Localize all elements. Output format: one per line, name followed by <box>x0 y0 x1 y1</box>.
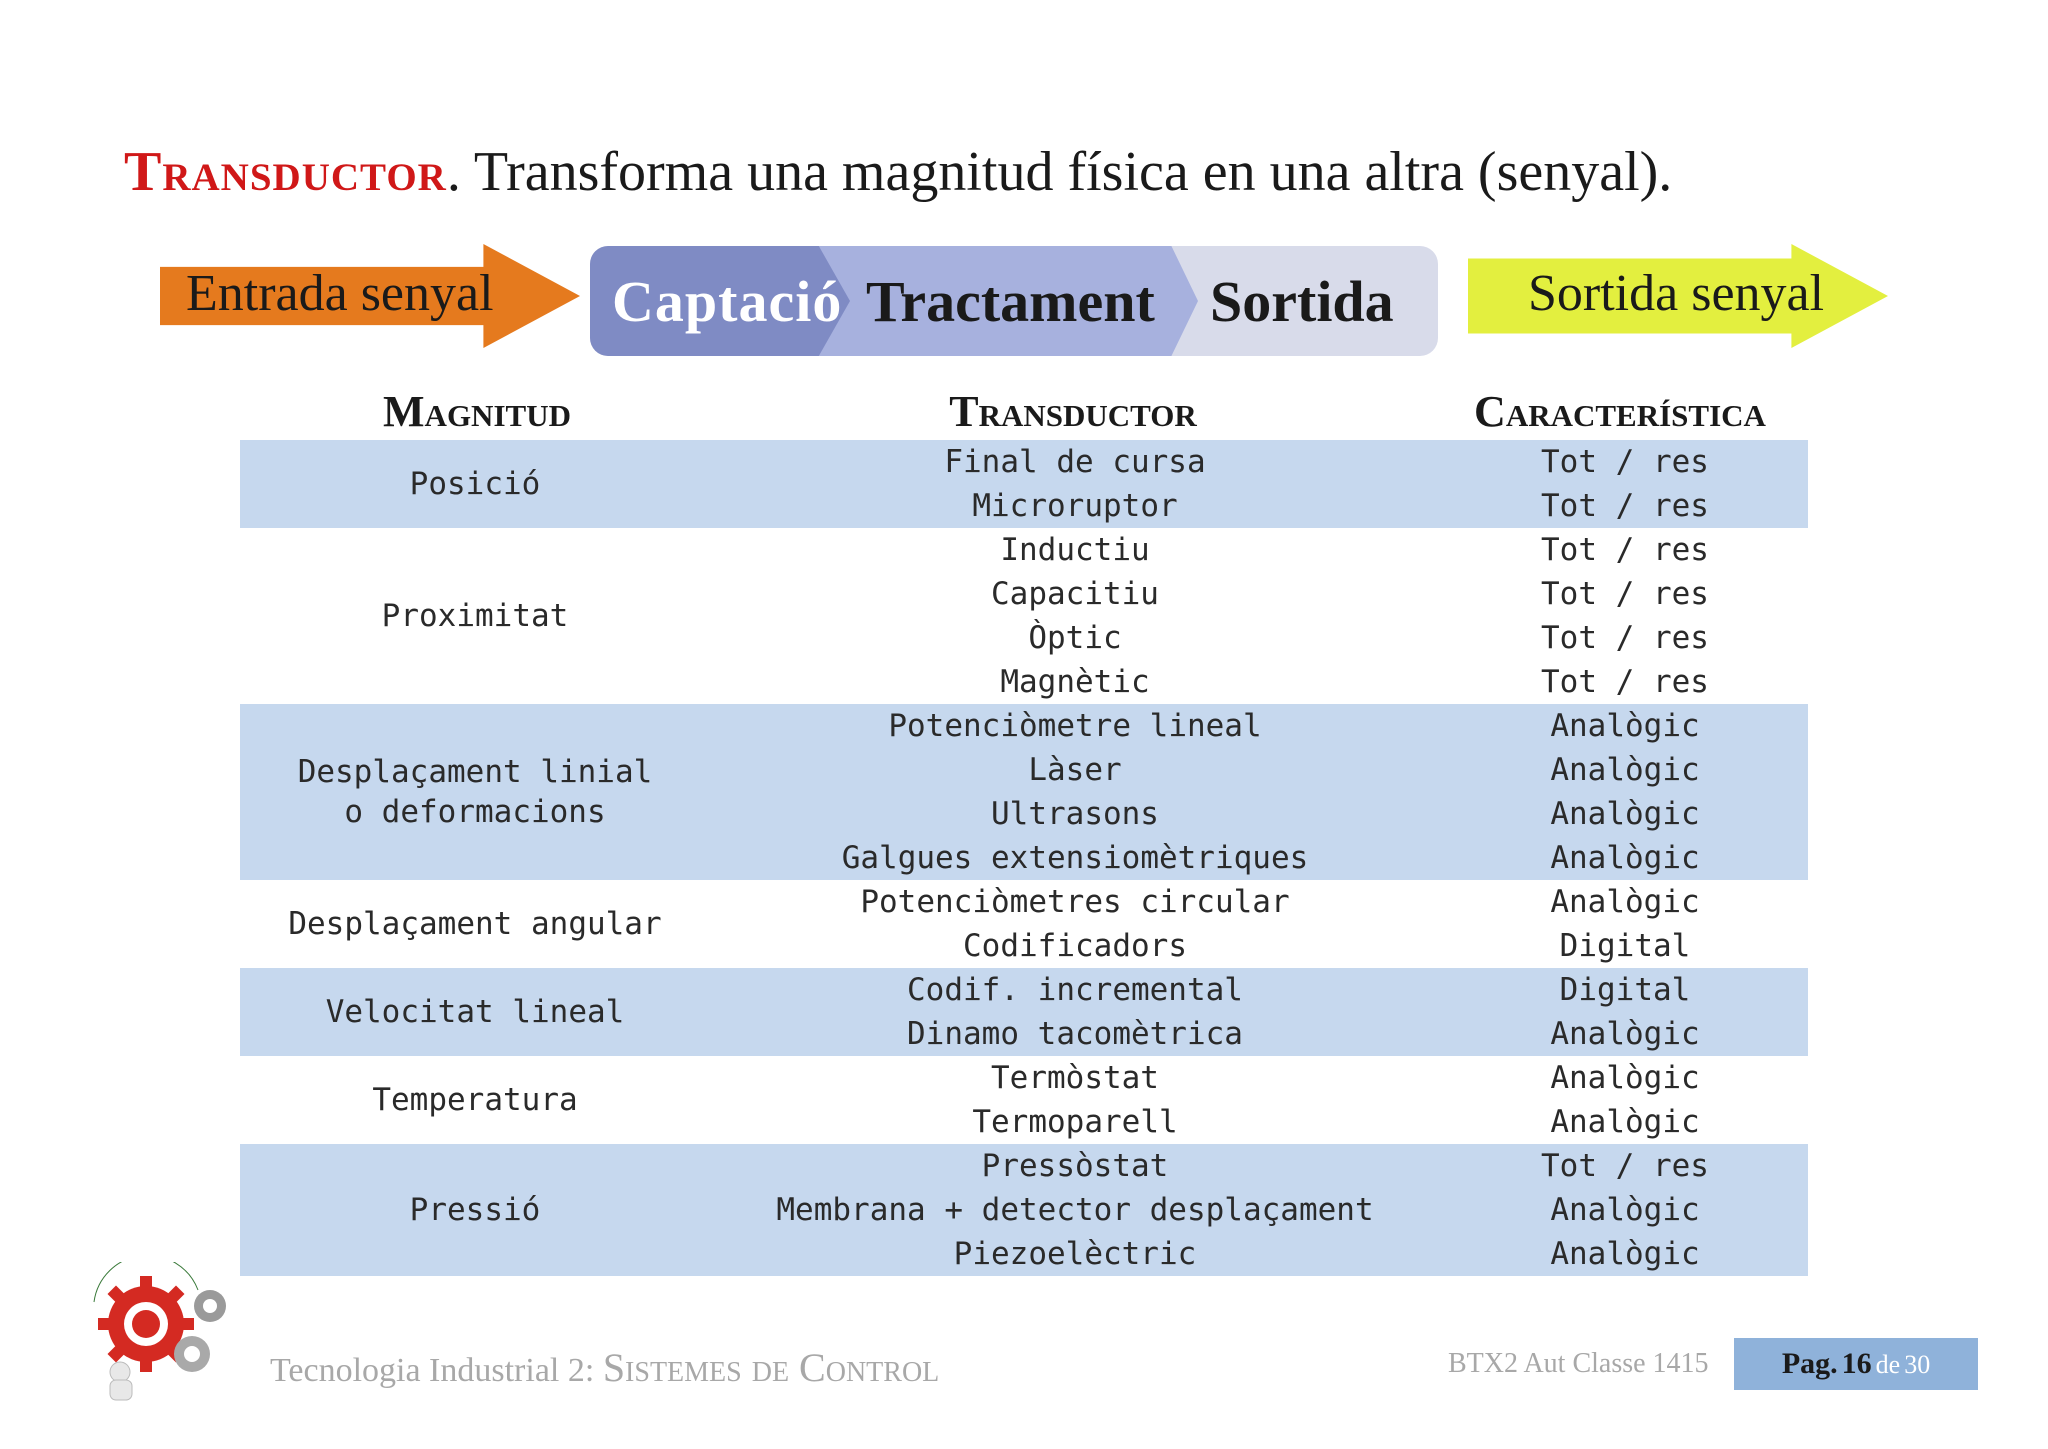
caracteristica-cell: Tot / res <box>1541 620 1709 656</box>
course-footer <box>270 1344 939 1391</box>
magnitude-label: Desplaçament angular <box>288 906 662 942</box>
table-group <box>240 528 1808 704</box>
input-label: Entrada senyal <box>186 265 494 322</box>
magnitude-label: Pressió <box>409 1192 541 1228</box>
transductor-cell: Inductiu <box>1000 532 1150 568</box>
table-group <box>240 968 1808 1056</box>
transductor-cell: Òptic <box>1028 620 1122 656</box>
transductor-cell: Làser <box>1028 752 1122 788</box>
caracteristica-cell: Analògic <box>1550 1060 1700 1096</box>
input-arrow <box>160 244 580 348</box>
magnitude-label: Posició <box>409 466 541 502</box>
transductor-cell: Microruptor <box>972 488 1178 524</box>
table-group <box>240 440 1808 528</box>
caracteristica-cell: Digital <box>1559 972 1691 1008</box>
transductor-cell: Dinamo tacomètrica <box>907 1016 1243 1052</box>
caracteristica-cell: Analògic <box>1550 884 1700 920</box>
caracteristica-cell: Analògic <box>1550 1236 1700 1272</box>
title-text: . Transforma una magnitud física en una altra (senyal). <box>446 141 1673 203</box>
header-magnitud: Magnitud <box>383 387 571 436</box>
table-group <box>240 880 1808 968</box>
title-keyword: Transductor <box>124 141 447 203</box>
caracteristica-cell: Tot / res <box>1541 532 1709 568</box>
table-row <box>240 440 1808 484</box>
transductor-cell: Magnètic <box>1000 664 1150 700</box>
caracteristica-cell: Tot / res <box>1541 664 1709 700</box>
page-of: de <box>1875 1350 1901 1379</box>
course-name: Tecnologia Industrial 2: <box>270 1352 603 1389</box>
transductor-cell: Final de cursa <box>944 444 1206 480</box>
table-group <box>240 1144 1808 1276</box>
output-arrow <box>1468 244 1888 348</box>
magnitude-label: o deformacions <box>344 794 606 830</box>
caracteristica-cell: Analògic <box>1550 708 1700 744</box>
table-row <box>240 924 1808 968</box>
stage-label-1: Captació <box>612 269 843 334</box>
transductor-cell: Codificadors <box>963 928 1187 964</box>
transductor-cell: Termòstat <box>991 1060 1159 1096</box>
transductor-cell: Galgues extensiomètriques <box>841 840 1309 876</box>
caracteristica-cell: Analògic <box>1550 752 1700 788</box>
transductor-cell: Ultrasons <box>991 796 1159 832</box>
caracteristica-cell: Tot / res <box>1541 488 1709 524</box>
page-indicator <box>1734 1338 1978 1390</box>
table-row <box>240 1012 1808 1056</box>
magnitude-label: Temperatura <box>372 1082 578 1118</box>
caracteristica-cell: Analògic <box>1550 796 1700 832</box>
table-row <box>240 1056 1808 1100</box>
magnitude-label: Velocitat lineal <box>325 994 625 1030</box>
magnitude-label: Desplaçament linial <box>297 754 653 790</box>
table-row <box>240 484 1808 528</box>
caracteristica-cell: Analògic <box>1550 1016 1700 1052</box>
stage-label-2: Tractament <box>866 269 1155 334</box>
transductor-cell: Codif. incremental <box>907 972 1243 1008</box>
caracteristica-cell: Analògic <box>1550 840 1700 876</box>
table-row <box>240 968 1808 1012</box>
table-group <box>240 704 1808 880</box>
header-transductor: Transductor <box>949 387 1197 436</box>
table-row <box>240 1188 1808 1232</box>
transductor-cell: Piezoelèctric <box>953 1236 1197 1272</box>
table-row <box>240 616 1808 660</box>
class-label: BTX2 Aut Classe 1415 <box>1448 1348 1709 1379</box>
header-caracteristica: Característica <box>1474 387 1766 436</box>
page-label: Pag. <box>1781 1347 1838 1380</box>
table-row <box>240 792 1808 836</box>
transductor-cell: Potenciòmetres circular <box>860 884 1290 920</box>
table-row <box>240 836 1808 880</box>
output-label: Sortida senyal <box>1528 265 1825 322</box>
table-row <box>240 704 1808 748</box>
transductor-cell: Potenciòmetre lineal <box>888 708 1262 744</box>
transductor-cell: Pressòstat <box>981 1148 1169 1184</box>
magnitude-label: Proximitat <box>381 598 569 634</box>
table-row <box>240 1100 1808 1144</box>
course-title: Sistemes de Control <box>602 1345 940 1390</box>
transductor-cell: Capacitiu <box>991 576 1159 612</box>
table-row <box>240 660 1808 704</box>
caracteristica-cell: Analògic <box>1550 1192 1700 1228</box>
page-total: 30 <box>1904 1350 1931 1379</box>
table-row <box>240 1144 1808 1188</box>
table-row <box>240 748 1808 792</box>
page-number: 16 <box>1841 1347 1872 1380</box>
stage-label-3: Sortida <box>1210 269 1394 334</box>
table-row <box>240 1232 1808 1276</box>
transductor-cell: Termoparell <box>972 1104 1178 1140</box>
caracteristica-cell: Tot / res <box>1541 444 1709 480</box>
caracteristica-cell: Digital <box>1559 928 1691 964</box>
table-row <box>240 880 1808 924</box>
caracteristica-cell: Tot / res <box>1541 1148 1709 1184</box>
caracteristica-cell: Analògic <box>1550 1104 1700 1140</box>
table-group <box>240 1056 1808 1144</box>
process-bar <box>590 246 1438 356</box>
transducer-table <box>240 440 1808 1276</box>
table-row <box>240 528 1808 572</box>
transductor-cell: Membrana + detector desplaçament <box>776 1192 1374 1228</box>
caracteristica-cell: Tot / res <box>1541 576 1709 612</box>
slide-title <box>124 140 1672 204</box>
table-row <box>240 572 1808 616</box>
department-logo <box>80 1262 240 1402</box>
